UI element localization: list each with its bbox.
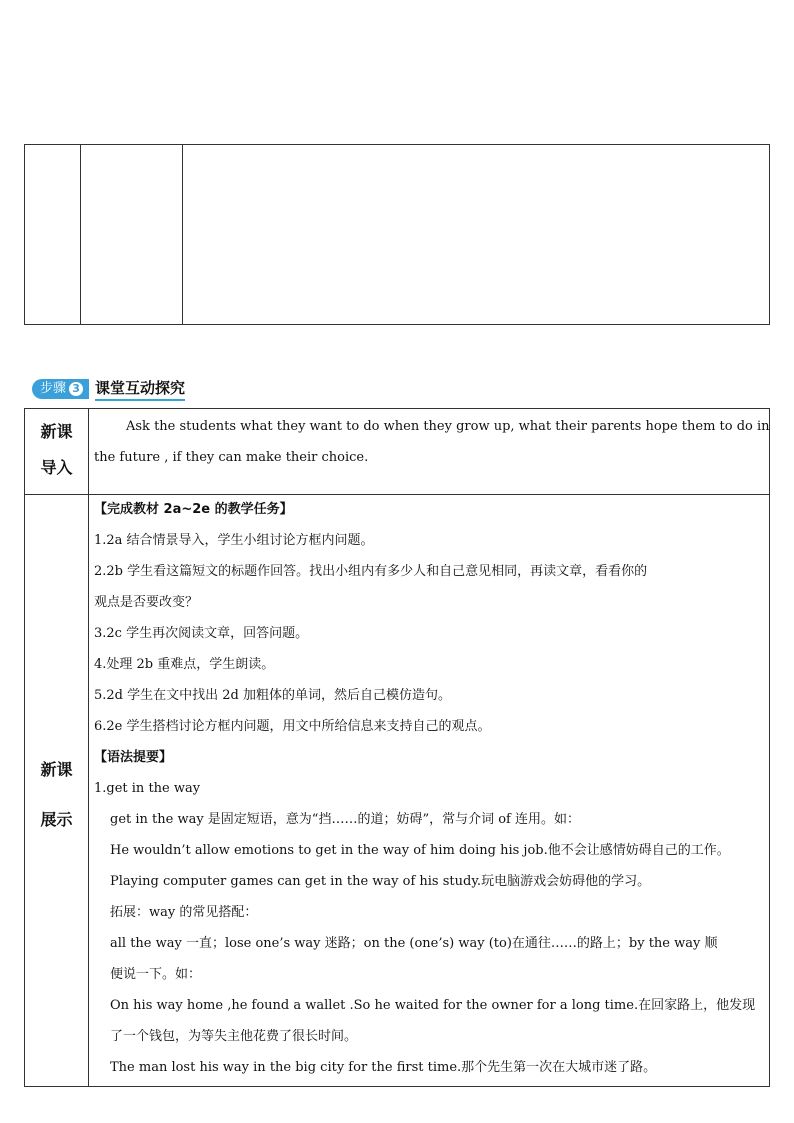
text-line: all the way 一直；lose one’s way 迷路；on the (one’s) way (to)在通往……的路上；by the way 顺 xyxy=(110,936,718,951)
intro-label-line1: 新课 xyxy=(40,422,73,441)
intro-label-line2: 导入 xyxy=(40,458,73,477)
step-header xyxy=(32,378,185,400)
table-divider xyxy=(182,145,183,324)
show-label-line2: 展示 xyxy=(40,810,73,829)
text-line: 6.2e 学生搭档讨论方框内问题，用文中所给信息来支持自己的观点。 xyxy=(94,719,491,734)
text-line: 观点是否要改变？ xyxy=(94,595,199,610)
text-line: 2.2b 学生看这篇短文的标题作回答。找出小组内有多少人和自己意见相同，再读文章，看看你的 xyxy=(94,564,648,579)
show-text xyxy=(94,494,755,1083)
section-heading: 【完成教材 2a~2e 的教学任务】 xyxy=(94,502,293,517)
text-line: 便说一下。如： xyxy=(110,967,202,982)
step-number: 3 xyxy=(69,382,83,396)
step-badge xyxy=(32,379,89,399)
text-line: 1.2a 结合情景导入，学生小组讨论方框内问题。 xyxy=(94,533,374,548)
text-line: On his way home ,he found a wallet .So he waited for the owner for a long time.在回家路上，他发现 xyxy=(110,998,756,1013)
text-line: 4.处理 2b 重难点，学生朗读。 xyxy=(94,657,275,672)
text-line: 1.get in the way xyxy=(94,781,201,796)
step-title: 课堂互动探究 xyxy=(95,377,185,401)
show-label xyxy=(25,755,88,835)
text-line: 了一个钱包，为等失主他花费了很长时间。 xyxy=(110,1029,358,1044)
intro-line: the future , if they can make their choice. xyxy=(94,450,369,465)
text-line: 5.2d 学生在文中找出 2d 加粗体的单词，然后自己模仿造句。 xyxy=(94,688,451,703)
lesson-table xyxy=(24,408,770,1087)
show-label-line1: 新课 xyxy=(40,760,73,779)
text-line: 3.2c 学生再次阅读文章，回答问题。 xyxy=(94,626,309,641)
intro-label xyxy=(25,417,88,483)
text-line: The man lost his way in the big city for the first time.那个先生第一次在大城市迷了路。 xyxy=(110,1060,657,1075)
text-line: get in the way 是固定短语，意为“挡……的道；妨碍”，常与介词 of 连用。如： xyxy=(110,812,581,827)
section-heading: 【语法提要】 xyxy=(94,750,173,765)
table-divider xyxy=(80,145,81,324)
step-badge-text: 步骤 xyxy=(40,381,67,396)
intro-line: Ask the students what they want to do when they grow up, what their parents hope them to do in xyxy=(126,419,770,434)
text-line: He wouldn’t allow emotions to get in the way of him doing his job.他不会让感情妨碍自己的工作。 xyxy=(110,843,730,858)
table-divider xyxy=(88,409,89,1086)
intro-text xyxy=(94,411,770,473)
empty-table xyxy=(24,144,770,325)
text-line: Playing computer games can get in the way of his study.玩电脑游戏会妨碍他的学习。 xyxy=(110,874,651,889)
text-line: 拓展：way 的常见搭配： xyxy=(110,905,258,920)
